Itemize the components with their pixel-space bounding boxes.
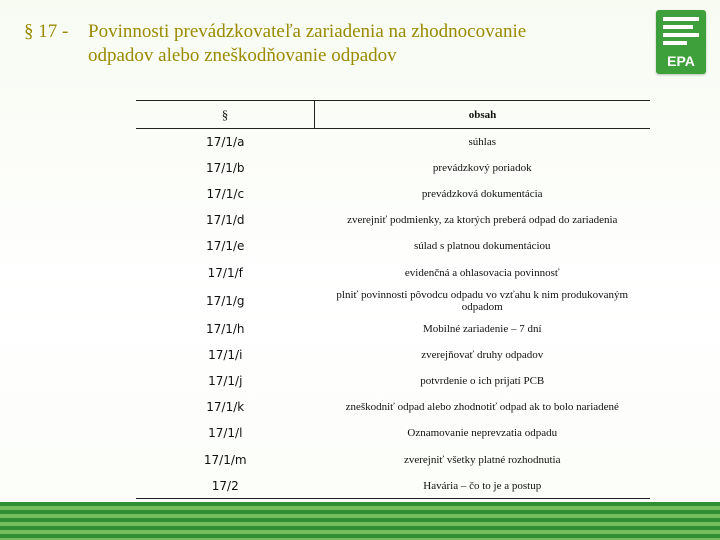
row-content: Oznamovanie neprevzatia odpadu xyxy=(407,427,558,440)
title-line-2: odpadov alebo zneškodňovanie odpadov xyxy=(88,45,397,66)
row-section: 17/2 xyxy=(136,473,315,499)
row-content: prevádzkový poriadok xyxy=(432,161,532,174)
title-line-1: Povinnosti prevádzkovateľa zariadenia na zhodnocovanie xyxy=(88,21,527,42)
row-content: plniť povinnosti pôvodcu odpadu vo vzťahu k nim produkovaným odpadom xyxy=(336,288,629,313)
row-section: 17/1/j xyxy=(208,374,243,389)
row-section: 17/1/g xyxy=(205,293,245,308)
table-row xyxy=(136,233,650,259)
header-section: § xyxy=(136,101,315,129)
table-row xyxy=(136,420,650,446)
table-row xyxy=(136,286,650,316)
table-header-row xyxy=(136,101,650,129)
row-content: Mobilné zariadenie – 7 dní xyxy=(422,322,542,335)
section-number: § 17 - xyxy=(24,21,69,42)
table-row xyxy=(136,316,650,342)
row-content: Havária – čo to je a postup xyxy=(315,473,651,499)
table-row xyxy=(136,181,650,207)
row-section: 17/1/f xyxy=(207,265,243,280)
footer-stripes xyxy=(0,502,720,540)
table-row xyxy=(136,129,650,155)
logo-text: EPA xyxy=(667,53,695,69)
slide-title xyxy=(24,20,644,68)
row-content: zneškodniť odpad alebo zhodnotiť odpad ak to bolo nariadené xyxy=(345,401,619,414)
row-section: 17/1/i xyxy=(208,347,243,362)
row-content: súhlas xyxy=(468,135,496,148)
table-row xyxy=(136,447,650,473)
table-row xyxy=(136,368,650,394)
row-content: evidenčná a ohlasovacia povinnosť xyxy=(404,266,560,279)
row-section: 17/1/k xyxy=(206,400,245,415)
row-section: 17/1/a xyxy=(206,134,245,149)
epa-logo xyxy=(656,10,706,74)
row-section: 17/1/h xyxy=(205,321,245,336)
row-section: 17/1/c xyxy=(206,186,245,201)
row-content: potvrdenie o ich prijatí PCB xyxy=(420,375,545,388)
row-content: zverejniť podmienky, za ktorých preberá odpad do zariadenia xyxy=(347,214,618,227)
table-row xyxy=(136,394,650,420)
document-icon xyxy=(663,17,699,49)
table-row xyxy=(136,207,650,233)
row-section: 17/1/m xyxy=(203,452,247,467)
row-section: 17/1/l xyxy=(208,426,243,441)
row-section: 17/1/b xyxy=(205,160,245,175)
row-content: zverejňovať druhy odpadov xyxy=(421,348,544,361)
row-content: zverejniť všetky platné rozhodnutia xyxy=(403,453,561,466)
table-row xyxy=(136,473,650,499)
row-section: 17/1/d xyxy=(205,213,245,228)
table-row xyxy=(136,342,650,368)
header-content: obsah xyxy=(315,101,651,129)
table-row xyxy=(136,259,650,285)
row-section: 17/1/e xyxy=(206,239,245,254)
row-content: súlad s platnou dokumentáciou xyxy=(413,240,551,253)
row-content: prevádzková dokumentácia xyxy=(421,187,543,200)
obligations-table xyxy=(136,100,650,499)
table-row xyxy=(136,155,650,181)
